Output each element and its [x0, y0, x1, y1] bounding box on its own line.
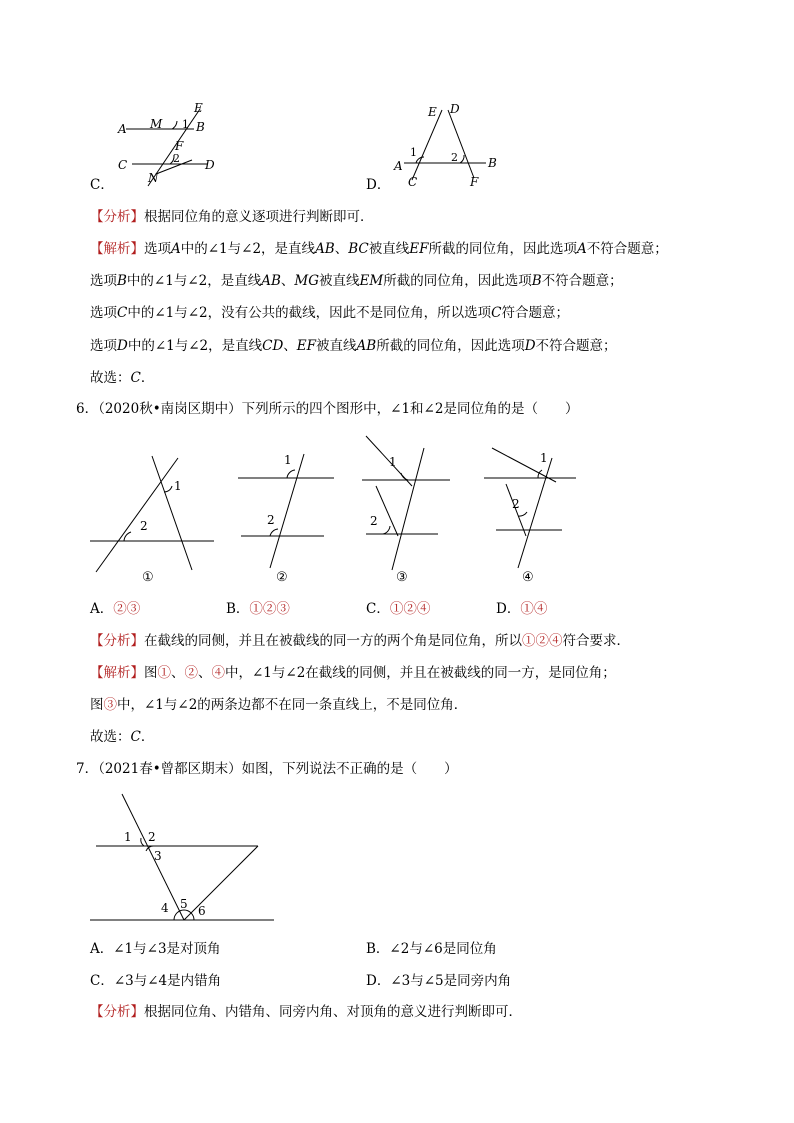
label-angle-1: 1 [410, 146, 417, 159]
q6-solution-line-1: 【解析】图①、②、④中，∠1与∠2在截线的同侧，并且在被截线的同一方，是同位角； [90, 665, 616, 681]
label-d: D [205, 158, 215, 172]
label-b: B [488, 156, 497, 170]
q6-option-c: C．①②④ [366, 601, 431, 617]
svg-text:2: 2 [512, 497, 520, 511]
q6-option-d: D．①④ [496, 601, 548, 617]
q6-figures [86, 428, 586, 588]
solution-tag: 【解析】 [90, 241, 144, 257]
option-c-label: C． [90, 177, 114, 193]
q5-solution-line-4: 选项D中的∠1与∠2，是直线CD、EF被直线AB所截的同位角，因此选项D不符合题意； [90, 338, 617, 354]
q6-figure-4-label: ④ [522, 570, 534, 585]
q5-analysis [90, 208, 374, 226]
q5-solution-line-1: 【解析】选项A中的∠1与∠2，是直线AB、BC被直线EF所截的同位角，因此选项A不符合题意； [90, 241, 668, 257]
svg-text:3: 3 [154, 849, 162, 863]
q7-option-b: B．∠2与∠6是同位角 [366, 941, 497, 957]
label-a: A [118, 122, 127, 136]
label-c: C [408, 175, 418, 189]
label-c: C [118, 158, 128, 172]
q6-option-b: B．①②③ [226, 601, 290, 617]
q7-option-a: A．∠1与∠3是对顶角 [90, 941, 221, 957]
label-angle-2: 2 [173, 152, 180, 165]
svg-text:4: 4 [161, 901, 169, 915]
q5-solution-line-3: 选项C中的∠1与∠2，没有公共的截线，因此不是同位角，所以选项C符合题意； [90, 305, 569, 321]
line-df [448, 110, 474, 178]
q6-stem: 6．（2020秋•南岗区期中）下列所示的四个图形中，∠1和∠2是同位角的是（ ） [76, 401, 579, 417]
q7-analysis: 【分析】根据同位角、内错角、同旁内角、对顶角的意义进行判断即可． [90, 1004, 522, 1020]
q5-answer: 故选：C． [90, 370, 155, 386]
q6-figure-2 [238, 453, 334, 585]
svg-text:2: 2 [267, 513, 275, 527]
label-d: D [450, 102, 460, 116]
q5-solution-line-2: 选项B中的∠1与∠2，是直线AB、MG被直线EM所截的同位角，因此选项B不符合题意； [90, 273, 623, 289]
label-angle-1: 1 [182, 118, 189, 131]
svg-text:1: 1 [540, 451, 548, 465]
q6-figure-1-label: ① [142, 570, 154, 585]
label-b: B [196, 120, 205, 134]
q6-figure-1 [90, 456, 214, 585]
line-ec [412, 110, 442, 180]
q6-figure-3-label: ③ [396, 570, 408, 585]
figure-option-d [388, 100, 508, 192]
q7-option-c: C．∠3与∠4是内错角 [90, 973, 222, 989]
svg-text:2: 2 [140, 519, 148, 533]
svg-text:1: 1 [174, 479, 182, 493]
svg-text:1: 1 [389, 455, 397, 469]
label-a: A [394, 159, 403, 173]
q6-option-a: A．②③ [90, 601, 141, 617]
q7-option-d: D．∠3与∠5是同旁内角 [366, 973, 512, 989]
option-d-label: D． [366, 177, 391, 193]
svg-text:5: 5 [180, 897, 188, 911]
q6-solution-line-2: 图③中，∠1与∠2的两条边都不在同一条直线上，不是同位角． [90, 697, 468, 713]
q6-figure-2-label: ② [276, 570, 288, 585]
svg-text:1: 1 [284, 453, 292, 467]
label-f: F [175, 139, 184, 153]
q7-stem: 7．（2021春•曾都区期末）如图，下列说法不正确的是（ ） [76, 761, 458, 777]
label-e: E [428, 105, 437, 119]
label-e: E [194, 101, 203, 115]
svg-text:6: 6 [198, 904, 206, 918]
q6-analysis: 【分析】在截线的同侧，并且在被截线的同一方的两个角是同位角，所以①②④符合要求． [90, 633, 630, 649]
label-m: M [150, 117, 163, 131]
q6-figure-3 [362, 436, 450, 585]
svg-text:2: 2 [370, 514, 378, 528]
label-f: F [470, 175, 479, 189]
svg-text:2: 2 [148, 830, 156, 844]
figure-option-c [112, 100, 232, 190]
q6-figure-4 [484, 448, 576, 585]
analysis-text: 根据同位角的意义逐项进行判断即可． [144, 209, 374, 225]
label-angle-2: 2 [451, 151, 458, 164]
analysis-tag: 【分析】 [90, 209, 144, 225]
q7-figure [86, 790, 286, 926]
q6-answer: 故选：C． [90, 729, 155, 745]
label-n: N [148, 171, 159, 185]
svg-text:1: 1 [124, 830, 132, 844]
